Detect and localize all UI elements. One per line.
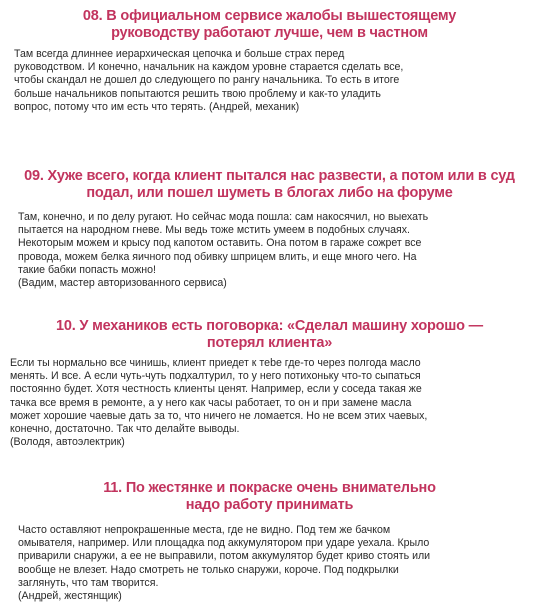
tip-body-09: Там, конечно, и по делу ругают. Но сейчас мода пошла: сам накосячил, но выехать пытается на народном гневе. Мы ведь тоже мстить умеем в подобных случаях. Некоторым можем и крысу под капотом оставить. Она потом в гараже сожрет все провода, можем белка яичного под обивку шприцем влить, и еще много чего. На такие бабки попасть можно!	[18, 211, 429, 276]
tip-attribution-10: (Володя, автоэлектрик)	[10, 436, 125, 449]
tip-attribution-09: (Вадим, мастер авторизованного сервиса)	[18, 277, 227, 290]
tip-heading-11: 11. По жестянке и покраске очень внимательно надо работу принимать	[103, 480, 436, 513]
tip-attribution-11: (Андрей, жестянщик)	[18, 590, 122, 603]
tip-body-08: Там всегда длиннее иерархическая цепочка и больше страх перед руководством. И конечно, начальник на каждом уровне старается сделать все, чтобы скандал не дошел до следующего по рангу начальника. То есть в итоге больше начальников попытаются решить твою проблему и как-то уладить вопрос, потому что им есть что терять. (Андрей, механик)	[14, 48, 404, 113]
tip-section-10	[0, 318, 539, 449]
tip-section-11	[0, 480, 539, 603]
tip-body-10: Если ты нормально все чинишь, клиент приедет к тebe где-то через полгода масло менять. И все. А если чуть-чуть подхалтурил, то у него потихоньку что-то сыпаться постоянно будет. Хотя честность клиенты ценят. Например, если у соседа такая же тачка все время в ремонте, а у него как часы работает, то он и при замене масла может хорошие чаевые дать за то, что ничего не ломается. Но не всем этих чаевых, конечно, достаточно. Так что делайте выводы.	[10, 357, 428, 436]
tip-section-08	[0, 8, 539, 114]
tip-body-11: Часто оставляют непрокрашенные места, где не видно. Под тем же бачком омывателя, например. Или площадка под аккумулятором при ударе уехала. Крыло приварили снаружи, а ее не выправили, потом аккумулятор будет криво стоять или вообще не влезет. Надо смотреть не только снаружи, короче. Под подкрылки заглянуть, что там творится.	[18, 524, 431, 589]
tip-section-09	[0, 168, 539, 290]
tip-heading-10: 10. У механиков есть поговорка: «Сделал машину хорошо — потерял клиента»	[56, 318, 483, 351]
tip-heading-08: 08. В официальном сервисе жалобы вышестоящему руководству работают лучше, чем в частном	[82, 8, 457, 41]
tip-heading-09: 09. Хуже всего, когда клиент пытался нас развести, а потом или в суд подал, или пошел шуметь в блогах либо на форуме	[24, 168, 515, 201]
